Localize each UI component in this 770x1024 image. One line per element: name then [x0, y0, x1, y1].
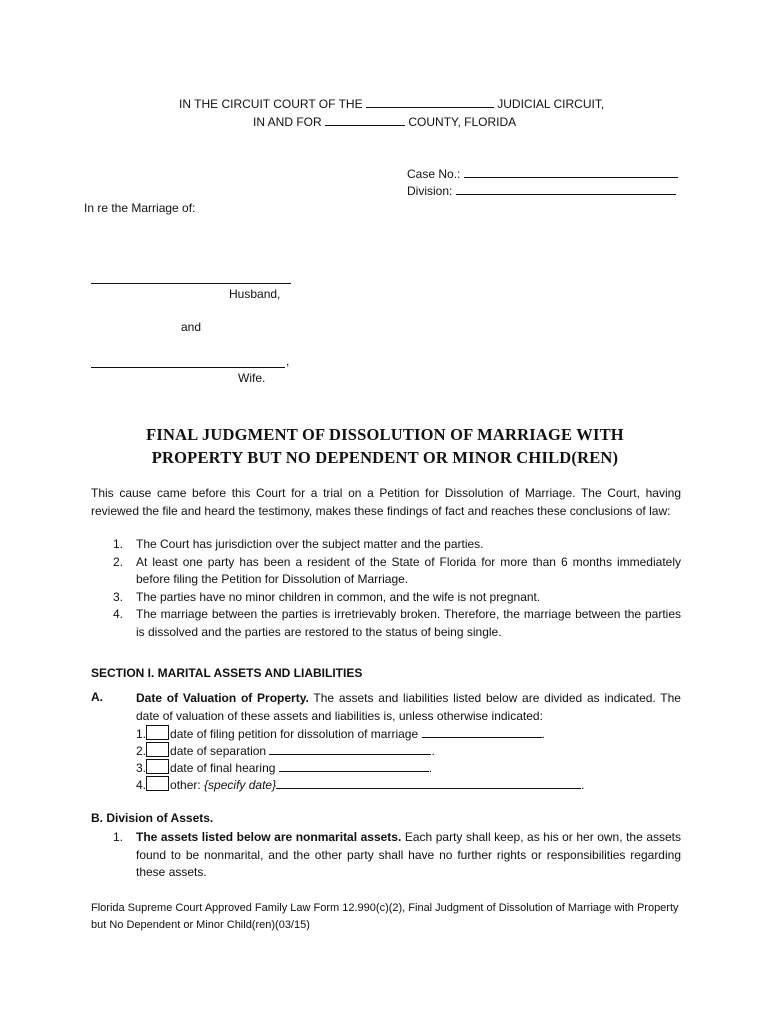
checkbox[interactable] — [146, 725, 169, 740]
form-title-line-1: FINAL JUDGMENT OF DISSOLUTION OF MARRIAGE WITH — [146, 425, 624, 444]
item-a-title: Date of Valuation of Property. — [136, 691, 309, 705]
option-blank[interactable] — [269, 742, 431, 755]
division-line: Division: — [407, 182, 676, 198]
county-line: IN AND FOR COUNTY, FLORIDA — [253, 115, 517, 129]
option-blank[interactable] — [279, 759, 429, 772]
wife-name-blank[interactable] — [91, 355, 285, 368]
option-blank[interactable] — [276, 776, 581, 789]
valuation-option: 4. other: {specify date} . — [136, 778, 585, 792]
finding-item: 4. The marriage between the parties is irretrievably broken. Therefore, the marriage between the parties is dissolved and the parties are restored to the status of being single. — [113, 607, 681, 639]
circuit-court-line: IN THE CIRCUIT COURT OF THE JUDICIAL CIRCUIT, — [179, 97, 605, 111]
finding-item: 3. The parties have no minor children in common, and the wife is not pregnant. — [113, 589, 541, 604]
finding-item: 2. At least one party has been a resident of the State of Florida for more than 6 months immediately before filing the Petition for Dissolution of Marriage. — [113, 554, 681, 586]
husband-name-blank[interactable] — [91, 271, 291, 284]
item-a-text: The assets and liabilities listed below are divided as indicated. The date of valuation of these assets and liabilities is, unless otherwise indicated: — [136, 691, 681, 723]
item-a-label: A. — [91, 690, 103, 704]
findings-list — [91, 536, 681, 641]
and-label: and — [181, 320, 202, 334]
husband-label: Husband, — [229, 287, 281, 301]
valuation-option: 1. date of filing petition for dissolution of marriage . — [136, 727, 545, 741]
county-blank[interactable] — [325, 113, 405, 126]
valuation-option: 2. date of separation . — [136, 744, 435, 758]
circuit-blank[interactable] — [366, 95, 494, 108]
finding-item: 1. The Court has jurisdiction over the subject matter and the parties. — [113, 537, 484, 551]
division-item: 1. The assets listed below are nonmarital assets. Each party shall keep, as his or her own, the assets found to be nonmarital, and the other party shall have no further rights or responsibilities regarding these assets. — [113, 830, 681, 879]
section-heading: SECTION I. MARITAL ASSETS AND LIABILITIES — [91, 666, 363, 680]
division-blank[interactable] — [456, 182, 676, 195]
intro-paragraph: This cause came before this Court for a trial on a Petition for Dissolution of Marriage. The Court, having reviewed the file and heard the testimony, makes these findings of fact and reaches these conclusions of law: — [91, 486, 681, 518]
case-number-blank[interactable] — [464, 165, 678, 178]
in-re-label: In re the Marriage of: — [84, 201, 196, 215]
division-of-assets-list — [91, 829, 681, 882]
division-of-assets-heading: B. Division of Assets. — [91, 811, 214, 825]
wife-label: Wife. — [238, 371, 266, 385]
case-number-line: Case No.: — [407, 165, 678, 181]
form-footer: Florida Supreme Court Approved Family Law Form 12.990(c)(2), Final Judgment of Dissolution of Marriage with Property but No Dependent or Minor Child(ren)(03/15) — [91, 902, 679, 931]
checkbox[interactable] — [146, 776, 169, 791]
checkbox[interactable] — [146, 759, 169, 774]
item-a-paragraph — [136, 690, 681, 725]
valuation-option: 3. date of final hearing . — [136, 761, 433, 775]
option-blank[interactable] — [422, 725, 542, 738]
wife-comma: , — [286, 354, 290, 368]
checkbox[interactable] — [146, 742, 169, 757]
form-title-line-2: PROPERTY BUT NO DEPENDENT OR MINOR CHILD(REN) — [151, 448, 619, 467]
